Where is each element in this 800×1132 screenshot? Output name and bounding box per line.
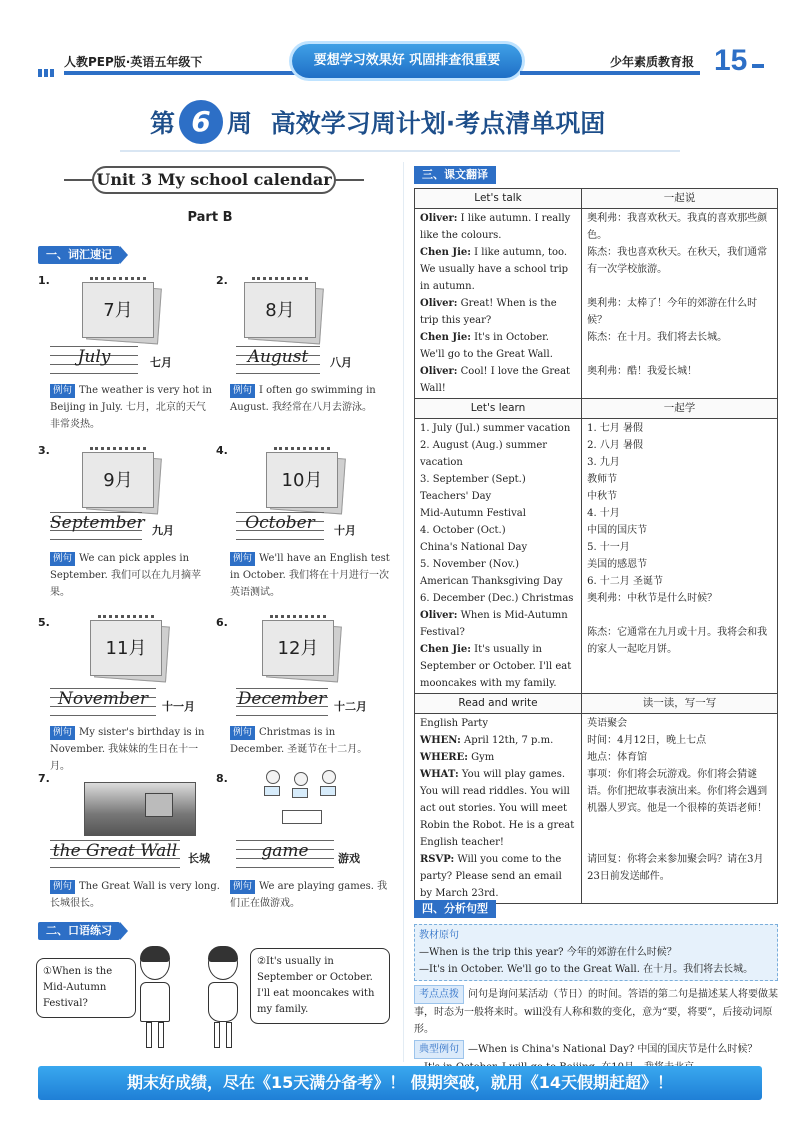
unit-heading: [64, 166, 364, 194]
handwriting-box: [236, 344, 320, 378]
vocab-word: August: [247, 347, 309, 367]
translation-table: [414, 188, 778, 904]
column-divider: [403, 162, 404, 1062]
line-en: 2. August (Aug.) summer vacation: [420, 440, 548, 468]
header-stripes: [38, 62, 60, 70]
line-cn: 奥利弗：太棒了！今年的郊游在什么时候？: [587, 298, 758, 326]
example-sentence: —When is China's National Day? 中国的国庆节是什么时候？: [468, 1044, 758, 1055]
header-cell-en: Let's talk: [415, 189, 582, 208]
line-en: It's in October. We'll go to the Great Wall.: [420, 332, 553, 360]
part-label: Part B: [187, 210, 233, 225]
field-label: WHERE:: [420, 752, 468, 763]
item-number: 5.: [38, 616, 50, 629]
header-rule-right: [520, 71, 700, 75]
item-number: 2.: [216, 274, 228, 287]
speaker: Oliver:: [420, 213, 458, 224]
calendar-icon: [90, 620, 170, 680]
page-header: [0, 0, 800, 90]
calendar-icon: [82, 282, 162, 342]
line-cn: 陈杰：我也喜欢秋天。在秋天，我们通常有一次学校旅游。: [587, 247, 768, 275]
section-analysis-tag: 四、分析句型: [414, 900, 496, 918]
edition-label: 人教PEP版·英语五年级下: [64, 55, 203, 69]
vocab-meaning: 九月: [152, 524, 174, 537]
talk-chinese: [582, 209, 777, 398]
vocab-meaning: 游戏: [338, 852, 360, 865]
line-en: I like autumn. I really like the colours.: [420, 213, 571, 241]
example-sentence: [50, 550, 212, 601]
line-en: China's National Day: [420, 542, 528, 553]
example-tag: 例句: [230, 880, 255, 894]
line-en: 6. December (Dec.) Christmas: [420, 593, 574, 604]
line-cn: 中秋节: [587, 491, 618, 502]
section-vocab-tag: 一、词汇速记: [38, 246, 120, 264]
example-text: I often go swimming in August. 我经常在八月去游泳。: [230, 385, 376, 413]
line-en: April 12th, 7 p.m.: [463, 735, 554, 746]
field-label: RSVP:: [420, 854, 455, 865]
learn-row: [415, 419, 777, 694]
title-prefix: 第: [150, 109, 176, 138]
example-text: The Great Wall is very long. 长城很长。: [50, 881, 220, 909]
example-text: We'll have an English test in October. 我们将在十月进行一次英语测试。: [230, 553, 390, 598]
learn-english: [415, 419, 582, 693]
sentence-analysis: [414, 924, 778, 1076]
line-cn: 事项：你们将会玩游戏。你们将会猜谜语。你们把故事表演出来。你们将会遇到机器人罗宾。他是一个很棒的英语老师！: [587, 769, 768, 814]
calendar-month: 11月: [90, 620, 162, 676]
vocab-word: July: [77, 347, 111, 367]
line-cn: 中国的国庆节: [587, 525, 648, 536]
speech-bubble-answer: ②It's usually in September or October. I'll eat mooncakes with my family.: [250, 948, 390, 1024]
line-cn: 陈杰：它通常在九月或十月。我将会和我的家人一起吃月饼。: [587, 627, 768, 655]
example-text: Christmas is in December. 圣诞节在十二月。: [230, 727, 368, 755]
source-sentence: —When is the trip this year? 今年的郊游在什么时候？: [419, 947, 677, 958]
speaker: Oliver:: [420, 366, 458, 377]
item-number: 4.: [216, 444, 228, 457]
vocab-word: December: [237, 689, 327, 709]
line-cn: 3. 九月: [587, 457, 620, 468]
handwriting-box: [236, 838, 334, 872]
line-cn: 2. 八月 暑假: [587, 440, 643, 451]
item-number: 8.: [216, 772, 228, 785]
read-title-en: English Party: [420, 718, 488, 729]
example-tag: 例句: [50, 552, 75, 566]
line-cn: 奥利弗：中秋节是什么时候？: [587, 593, 718, 604]
line-cn: 请回复：你将会来参加聚会吗？请在3月23日前发送邮件。: [587, 854, 764, 882]
title-main: 高效学习周计划·考点清单巩固: [270, 109, 606, 138]
example-sentence: [230, 724, 390, 758]
header-cell-cn: 一起学: [582, 399, 777, 418]
handwriting-box: [50, 344, 138, 378]
line-en: Gym: [471, 752, 495, 763]
example-sentence: [230, 382, 390, 416]
line-en: It's usually in September or October. I'll eat mooncakes with my family.: [420, 644, 572, 689]
vocab-meaning: 长城: [188, 852, 210, 865]
header-cell-en: Let's learn: [415, 399, 582, 418]
example-sentence: [230, 878, 390, 912]
line-en: 5. November (Nov.): [420, 559, 520, 570]
talk-english: [415, 209, 582, 398]
talk-row: [415, 209, 777, 399]
example-tag: 例句: [50, 384, 75, 398]
slogan-banner: 要想学习效果好 巩固排查很重要: [292, 44, 522, 78]
vocab-meaning: 七月: [150, 356, 172, 369]
line-en: Cool! I love the Great Wall!: [420, 366, 571, 394]
line-en: Will you come to the party? Please send an email by March 23rd.: [420, 854, 562, 899]
line-cn: 美国的感恩节: [587, 559, 648, 570]
handwriting-box: [50, 510, 145, 544]
line-en: When is Mid-Autumn Festival?: [420, 610, 568, 638]
footer-banner: 期末好成绩，尽在《15天满分备考》！ 假期突破，就用《14天假期赶超》！: [38, 1066, 762, 1100]
great-wall-photo: [84, 782, 196, 836]
line-en: Teachers' Day: [420, 491, 492, 502]
newspaper-name: 少年素质教育报: [610, 55, 695, 69]
calendar-icon: [82, 452, 162, 512]
speaker: Chen Jie:: [420, 247, 471, 258]
kids-playing-illustration: [258, 770, 350, 830]
speaker: Chen Jie:: [420, 332, 471, 343]
title-underline: [120, 150, 680, 152]
example-tag: 例句: [50, 880, 75, 894]
example-label-tag: 典型例句: [414, 1040, 464, 1059]
calendar-month: 12月: [262, 620, 334, 676]
calendar-month: 8月: [244, 282, 316, 338]
example-tag: 例句: [230, 384, 255, 398]
table-header-row: [415, 189, 777, 209]
calendar-month: 10月: [266, 452, 338, 508]
line-en: 3. September (Sept.): [420, 474, 526, 485]
example-text: We can pick apples in September. 我们可以在九月摘苹果。: [50, 553, 201, 598]
example-text: My sister's birthday is in November. 我妹妹的生日在十一月。: [50, 727, 205, 772]
handwriting-box: [50, 686, 156, 720]
line-cn: 1. 七月 暑假: [587, 423, 643, 434]
key-point-tag: 考点点拨: [414, 985, 464, 1004]
line-cn: 奥利弗：我喜欢秋天。我真的喜欢那些颜色。: [587, 213, 768, 241]
line-cn: 时间：4月12日，晚上七点: [587, 735, 707, 746]
line-cn: 奥利弗：酷！我爱长城！: [587, 366, 698, 377]
handwriting-box: [236, 510, 324, 544]
line-cn: 6. 十二月 圣诞节: [587, 576, 663, 587]
example-text: We are playing games. 我们正在做游戏。: [230, 881, 388, 909]
calendar-icon: [266, 452, 346, 512]
line-en: Great! When is the trip this year?: [420, 298, 557, 326]
line-cn: 陈杰：在十月。我们将去长城。: [587, 332, 728, 343]
speaker: Oliver:: [420, 610, 458, 621]
handwriting-box: [236, 686, 328, 720]
example-sentence: [50, 724, 214, 775]
table-header-row: [415, 399, 777, 419]
learn-chinese: [582, 419, 777, 693]
week-number-badge: 6: [179, 100, 223, 144]
key-point-text: 问句是询问某活动（节日）的时间。答语的第二句是描述某人将要做某事，时态为一般将来时。will没有人称和数的变化，意为“要，将要”，后接动词原形。: [414, 989, 778, 1035]
source-sentence: —It's in October. We'll go to the Great Wall. 在十月。我们将去长城。: [419, 964, 754, 975]
line-en: 4. October (Oct.): [420, 525, 506, 536]
read-title-cn: 英语聚会: [587, 718, 628, 729]
section-oral-tag: 二、口语练习: [38, 922, 120, 940]
source-label: 教材原句: [419, 930, 459, 941]
table-header-row: [415, 694, 777, 714]
line-en: You will play games. You will read riddles. You will act out stories. You will meet Robin the Robot. He is a great English teacher!: [420, 769, 575, 848]
example-sentence: [50, 878, 220, 912]
vocab-meaning: 十月: [334, 524, 356, 537]
vocab-word: the Great Wall: [52, 841, 178, 861]
speaker: Oliver:: [420, 298, 458, 309]
line-cn: 教师节: [587, 474, 618, 485]
example-text: The weather is very hot in Beijing in July. 七月，北京的天气非常炎热。: [50, 385, 212, 430]
vocab-meaning: 八月: [330, 356, 352, 369]
header-cell-cn: 一起说: [582, 189, 777, 208]
vocab-word: September: [50, 513, 145, 533]
section-translation-tag: 三、课文翻译: [414, 166, 496, 184]
vocab-word: November: [58, 689, 148, 709]
page-number-bar: [752, 64, 764, 68]
field-label: WHAT:: [420, 769, 459, 780]
line-en: American Thanksgiving Day: [420, 576, 563, 587]
textbook-sentences: [414, 924, 778, 981]
example-tag: 例句: [230, 552, 255, 566]
vocab-word: October: [245, 513, 315, 533]
vocab-word: game: [261, 841, 309, 861]
line-cn: 5. 十一月: [587, 542, 630, 553]
unit-title: Unit 3 My school calendar: [92, 166, 336, 194]
vocab-meaning: 十二月: [334, 700, 367, 713]
line-en: Mid-Autumn Festival: [420, 508, 526, 519]
title-suffix: 周: [227, 109, 253, 138]
example-tag: 例句: [230, 726, 255, 740]
line-en: I like autumn, too. We usually have a school trip in autumn.: [420, 247, 569, 292]
page-title: [150, 100, 670, 146]
field-label: WHEN:: [420, 735, 461, 746]
example-sentence: [230, 550, 390, 601]
example-tag: 例句: [50, 726, 75, 740]
speaker: Chen Jie:: [420, 644, 471, 655]
vocab-meaning: 十一月: [162, 700, 195, 713]
calendar-icon: [244, 282, 324, 342]
item-number: 6.: [216, 616, 228, 629]
item-number: 3.: [38, 444, 50, 457]
calendar-month: 7月: [82, 282, 154, 338]
item-number: 7.: [38, 772, 50, 785]
line-en: 1. July (Jul.) summer vacation: [420, 423, 571, 434]
read-row: [415, 714, 777, 903]
handwriting-box: [50, 838, 180, 872]
read-english: [415, 714, 582, 903]
header-rule-left: [64, 71, 300, 75]
header-cell-cn: 读一读，写一写: [582, 694, 777, 713]
read-chinese: [582, 714, 777, 903]
page-number: 15: [714, 44, 748, 77]
speech-bubble-question: ①When is the Mid-Autumn Festival?: [36, 958, 136, 1018]
calendar-icon: [262, 620, 342, 680]
item-number: 1.: [38, 274, 50, 287]
header-cell-en: Read and write: [415, 694, 582, 713]
line-cn: 4. 十月: [587, 508, 620, 519]
calendar-month: 9月: [82, 452, 154, 508]
key-point: [414, 985, 778, 1038]
line-cn: 地点：体育馆: [587, 752, 648, 763]
example-sentence: [50, 382, 212, 433]
